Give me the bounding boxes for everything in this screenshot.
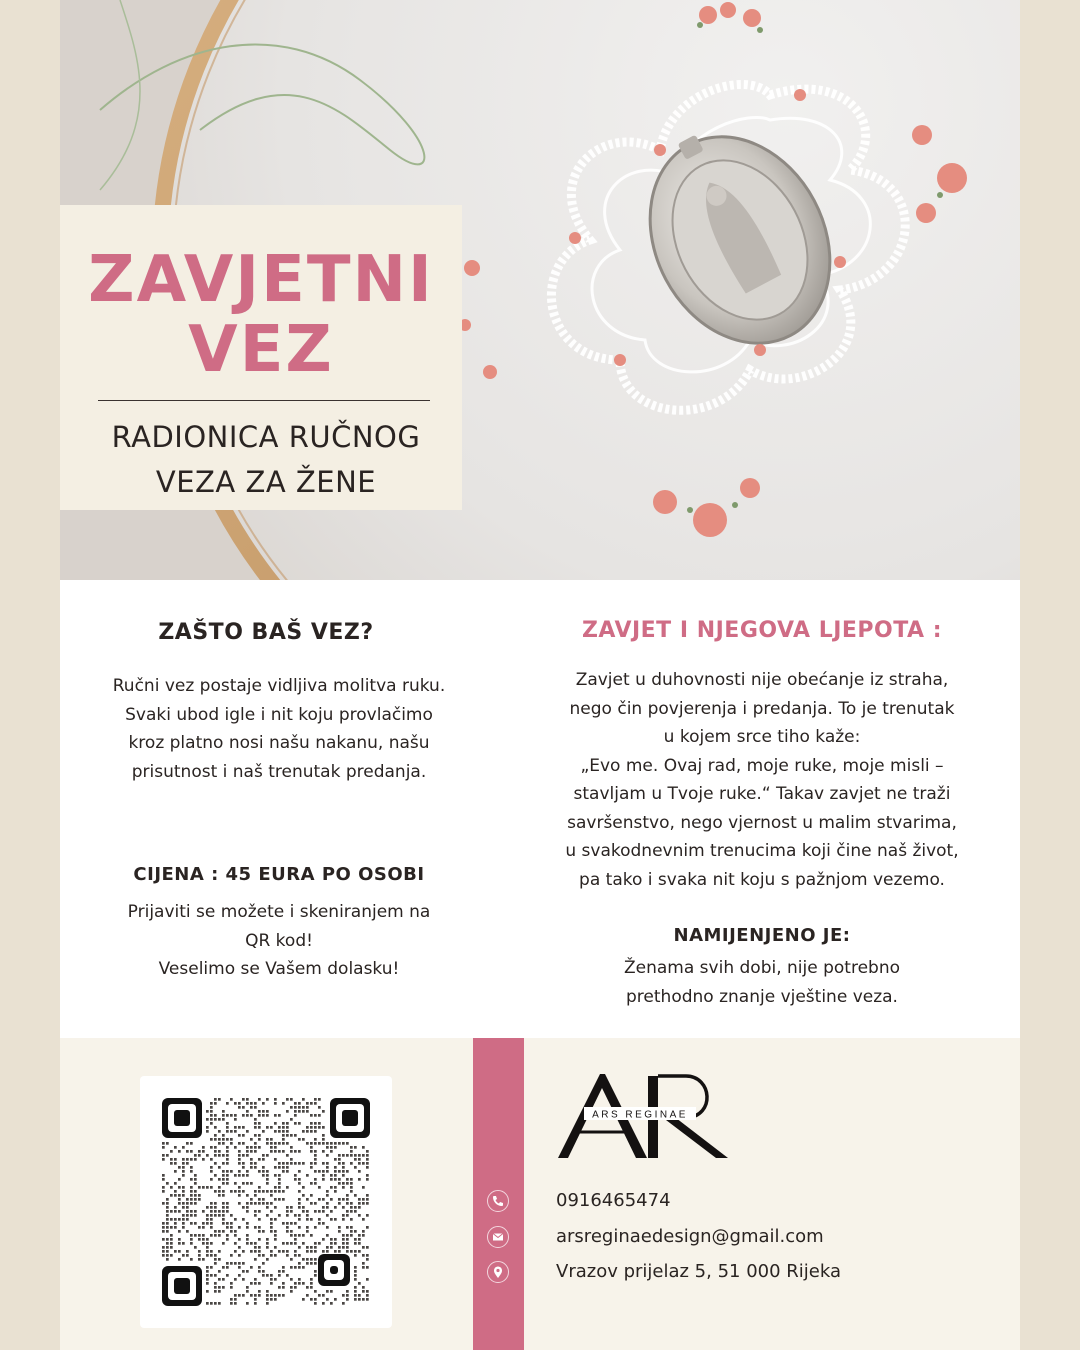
vow-line-2: nego čin povjerenja i predanja. To je trenutak bbox=[569, 698, 955, 719]
ars-reginae-logo bbox=[556, 1074, 732, 1164]
phone-number[interactable]: 0916465474 bbox=[556, 1190, 671, 1211]
why-line-1: Ručni vez postaje vidljiva molitva ruku. bbox=[112, 676, 446, 696]
signup-text bbox=[60, 898, 498, 984]
footer bbox=[60, 1038, 1020, 1350]
event-subtitle bbox=[60, 415, 472, 505]
vow-beauty-text bbox=[520, 666, 1004, 894]
hero-section bbox=[60, 0, 1020, 580]
price-heading: CIJENA : 45 EURA PO OSOBI bbox=[133, 864, 425, 885]
audience-heading: NAMIJENJENO JE: bbox=[673, 925, 851, 946]
vow-line-8: pa tako i svaka nit koju s pažnjom vezemo. bbox=[579, 869, 945, 890]
title-line-2: VEZ bbox=[188, 313, 334, 387]
signup-line-1: Prijaviti se možete i skeniranjem na bbox=[127, 902, 431, 922]
vow-beauty-heading: ZAVJET I NJEGOVA LJEPOTA : bbox=[581, 618, 943, 643]
why-line-3: kroz platno nosi našu nakanu, našu bbox=[128, 733, 430, 753]
why-embroidery-text bbox=[60, 672, 498, 786]
title-divider bbox=[98, 400, 430, 401]
qr-code-icon bbox=[140, 1076, 392, 1328]
subtitle-line-2: VEZA ZA ŽENE bbox=[155, 465, 377, 499]
vow-line-4: „Evo me. Ovaj rad, moje ruke, moje misli – bbox=[580, 755, 944, 776]
title-line-1: ZAVJETNI bbox=[88, 243, 434, 317]
logo-name-text: ARS REGINAE bbox=[592, 1109, 688, 1121]
why-line-2: Svaki ubod igle i nit koju provlačimo bbox=[125, 704, 433, 725]
signup-line-2: QR kod! bbox=[245, 930, 313, 951]
email-address[interactable]: arsreginaedesign@gmail.com bbox=[556, 1226, 824, 1247]
subtitle-line-1: RADIONICA RUČNOG bbox=[111, 420, 421, 454]
vow-line-3: u kojem srce tiho kaže: bbox=[663, 727, 861, 747]
audience-line-2: prethodno znanje vještine veza. bbox=[626, 986, 898, 1007]
why-line-4: prisutnost i naš trenutak predanja. bbox=[131, 761, 427, 782]
why-embroidery-heading: ZAŠTO BAŠ VEZ? bbox=[158, 620, 374, 645]
event-title bbox=[60, 245, 462, 385]
audience-line-1: Ženama svih dobi, nije potrebno bbox=[624, 958, 900, 978]
location-pin-icon bbox=[487, 1261, 509, 1283]
vow-line-6: savršenstvo, nego vjernost u malim stvarima, bbox=[567, 812, 957, 833]
phone-icon bbox=[487, 1190, 509, 1212]
vow-line-7: u svakodnevnim trenucima koji čine naš život, bbox=[565, 841, 959, 861]
vow-line-5: stavljam u Tvoje ruke.“ Takav zavjet ne traži bbox=[573, 784, 951, 804]
vow-line-1: Zavjet u duhovnosti nije obećanje iz straha, bbox=[575, 670, 949, 690]
street-address: Vrazov prijelaz 5, 51 000 Rijeka bbox=[556, 1261, 842, 1282]
signup-line-3: Veselimo se Vašem dolasku! bbox=[158, 959, 400, 979]
audience-text bbox=[520, 954, 1004, 1011]
signup-qr-code[interactable] bbox=[140, 1076, 392, 1328]
title-card bbox=[60, 205, 462, 510]
flyer-page bbox=[60, 0, 1020, 1350]
envelope-icon bbox=[487, 1226, 509, 1248]
